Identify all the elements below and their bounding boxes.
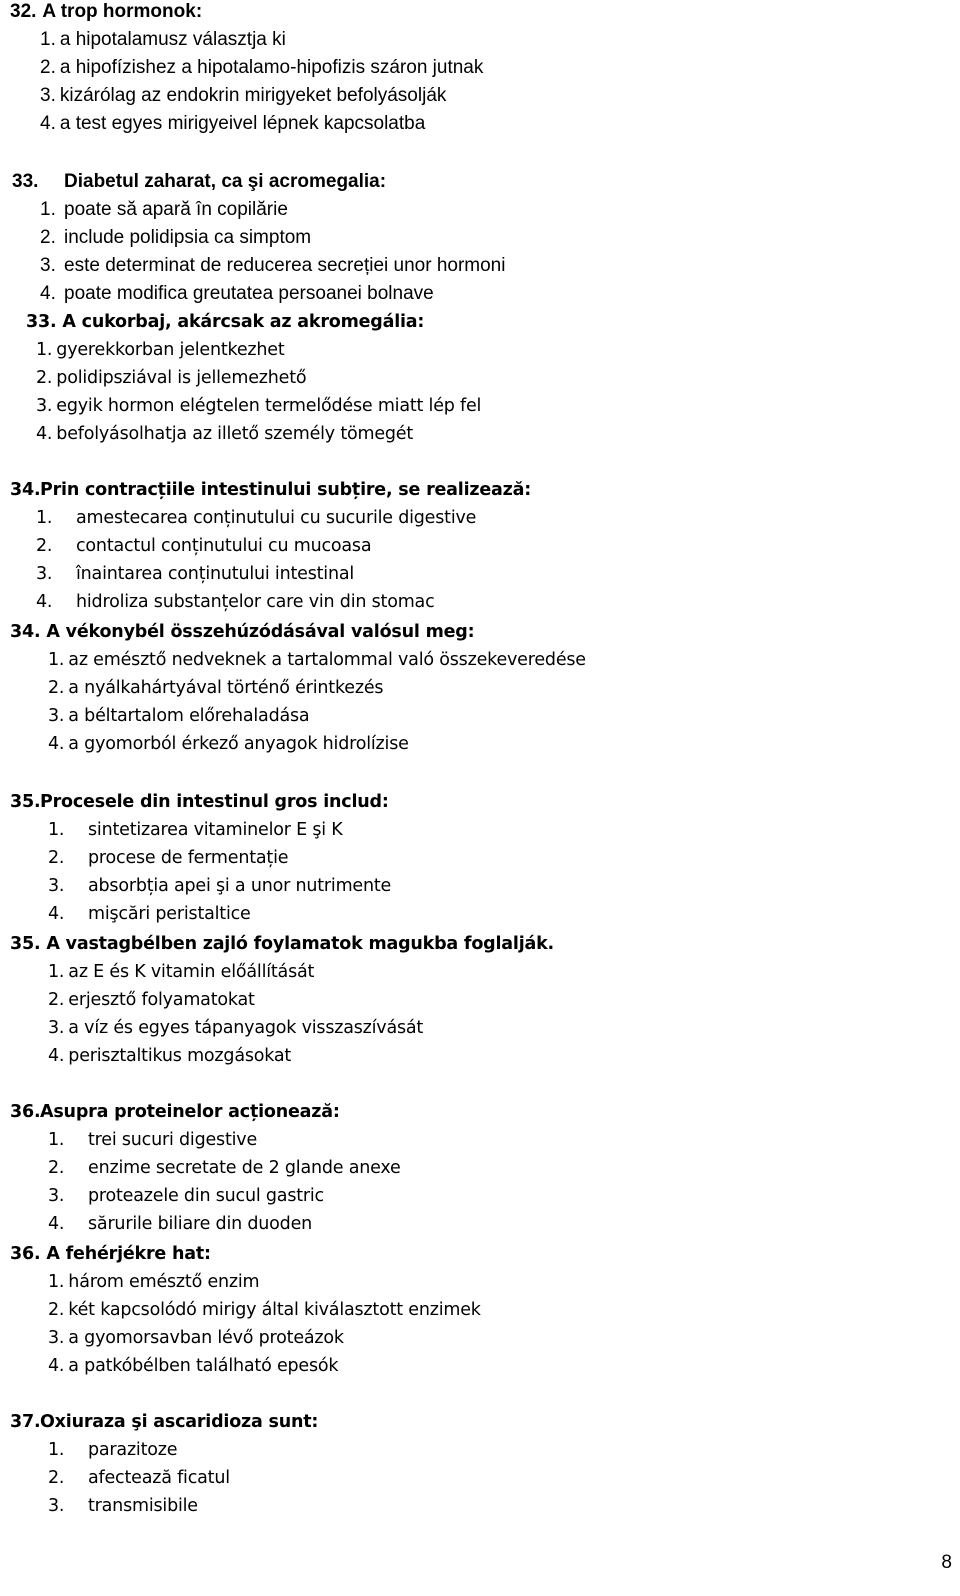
- option-item: 4. a patkóbélben található epesók: [48, 1356, 339, 1376]
- option-item: 2. a hipofízishez a hipotalamo-hipofizis száron jutnak: [40, 57, 484, 78]
- question-title: 32. A trop hormonok:: [10, 1, 203, 22]
- option-item: 1. az emésztő nedveknek a tartalommal való összekeveredése: [48, 650, 586, 670]
- option-list: [10, 816, 391, 928]
- question-block: [26, 308, 481, 448]
- option-item: 3. este determinat de reducerea secreției unor hormoni: [40, 255, 506, 276]
- question-title: 35. A vastagbélben zajló foylamatok magukba foglalják.: [10, 934, 554, 954]
- option-item: 2. két kapcsolódó mirigy által kiválasztott enzimek: [48, 1300, 481, 1320]
- option-item: 4. befolyásolhatja az illető személy tömegét: [36, 424, 414, 444]
- question-title: 37.Oxiuraza şi ascaridioza sunt:: [10, 1412, 319, 1432]
- option-item: 2. polidipsziával is jellemezhető: [36, 368, 307, 388]
- option-list: [10, 504, 531, 616]
- option-item: 1. amestecarea conținutului cu sucurile digestive: [36, 508, 477, 528]
- option-item: 2. a nyálkahártyával történő érintkezés: [48, 678, 384, 698]
- option-item: 2. include polidipsia ca simptom: [40, 227, 312, 248]
- question-block: [10, 788, 391, 928]
- option-item: 1. poate să apară în copilărie: [40, 199, 288, 220]
- option-item: 4. perisztaltikus mozgásokat: [48, 1046, 292, 1066]
- option-list: [10, 1268, 481, 1380]
- option-item: 3. egyik hormon elégtelen termelődése miatt lép fel: [36, 396, 482, 416]
- option-item: 3. kizárólag az endokrin mirigyeket befolyásolják: [40, 85, 447, 106]
- option-item: 1. parazitoze: [48, 1440, 178, 1460]
- option-item: 3. înaintarea conținutului intestinal: [36, 564, 355, 584]
- option-list: [10, 646, 586, 758]
- option-item: 4. hidroliza substanțelor care vin din stomac: [36, 592, 435, 612]
- question-title: 36. A fehérjékre hat:: [10, 1244, 211, 1264]
- option-item: 1. az E és K vitamin előállítását: [48, 962, 315, 982]
- question-title: 35.Procesele din intestinul gros includ:: [10, 792, 389, 812]
- option-list: [12, 196, 505, 308]
- option-item: 4. poate modifica greutatea persoanei bolnave: [40, 283, 434, 304]
- option-list: [10, 1126, 401, 1238]
- option-item: 1. gyerekkorban jelentkezhet: [36, 340, 285, 360]
- option-item: 4. mişcări peristaltice: [48, 904, 251, 924]
- option-list: [26, 336, 481, 448]
- option-item: 3. proteazele din sucul gastric: [48, 1186, 324, 1206]
- option-item: 4. a test egyes mirigyeivel lépnek kapcsolatba: [40, 113, 426, 134]
- option-item: 4. a gyomorból érkező anyagok hidrolízise: [48, 734, 409, 754]
- option-item: 2. afectează ficatul: [48, 1468, 230, 1488]
- question-title: 33. A cukorbaj, akárcsak az akromegália:: [26, 312, 425, 332]
- option-list: [10, 958, 554, 1070]
- option-item: 1. három emésztő enzim: [48, 1272, 260, 1292]
- option-item: 3. transmisibile: [48, 1496, 198, 1516]
- question-title: 36.Asupra proteinelor acționează:: [10, 1102, 340, 1122]
- option-item: 3. a víz és egyes tápanyagok visszaszívását: [48, 1018, 424, 1038]
- page-number: 8: [941, 1552, 952, 1573]
- question-title: 34. A vékonybél összehúzódásával valósul meg:: [10, 622, 475, 642]
- option-item: 2. contactul conținutului cu mucoasa: [36, 536, 372, 556]
- option-item: 4. sărurile biliare din duoden: [48, 1214, 313, 1234]
- question-block: [10, 1098, 401, 1238]
- option-list: [10, 26, 483, 138]
- option-item: 3. a béltartalom előrehaladása: [48, 706, 310, 726]
- question-block: [12, 168, 505, 308]
- option-item: 1. a hipotalamusz választja ki: [40, 29, 286, 50]
- question-title: 33. Diabetul zaharat, ca şi acromegalia:: [12, 171, 387, 192]
- option-item: 2. enzime secretate de 2 glande anexe: [48, 1158, 401, 1178]
- question-block: [10, 0, 483, 138]
- option-item: 1. sintetizarea vitaminelor E şi K: [48, 820, 343, 840]
- option-item: 3. absorbția apei şi a unor nutrimente: [48, 876, 392, 896]
- option-list: [10, 1436, 318, 1520]
- question-block: [10, 618, 586, 758]
- option-item: 2. procese de fermentație: [48, 848, 289, 868]
- question-block: [10, 476, 531, 616]
- question-title: 34.Prin contracțiile intestinului subțire, se realizează:: [10, 480, 532, 500]
- option-item: 1. trei sucuri digestive: [48, 1130, 258, 1150]
- question-block: [10, 1408, 318, 1520]
- option-item: 3. a gyomorsavban lévő proteázok: [48, 1328, 344, 1348]
- option-item: 2. erjesztő folyamatokat: [48, 990, 255, 1010]
- question-block: [10, 930, 554, 1070]
- question-block: [10, 1240, 481, 1380]
